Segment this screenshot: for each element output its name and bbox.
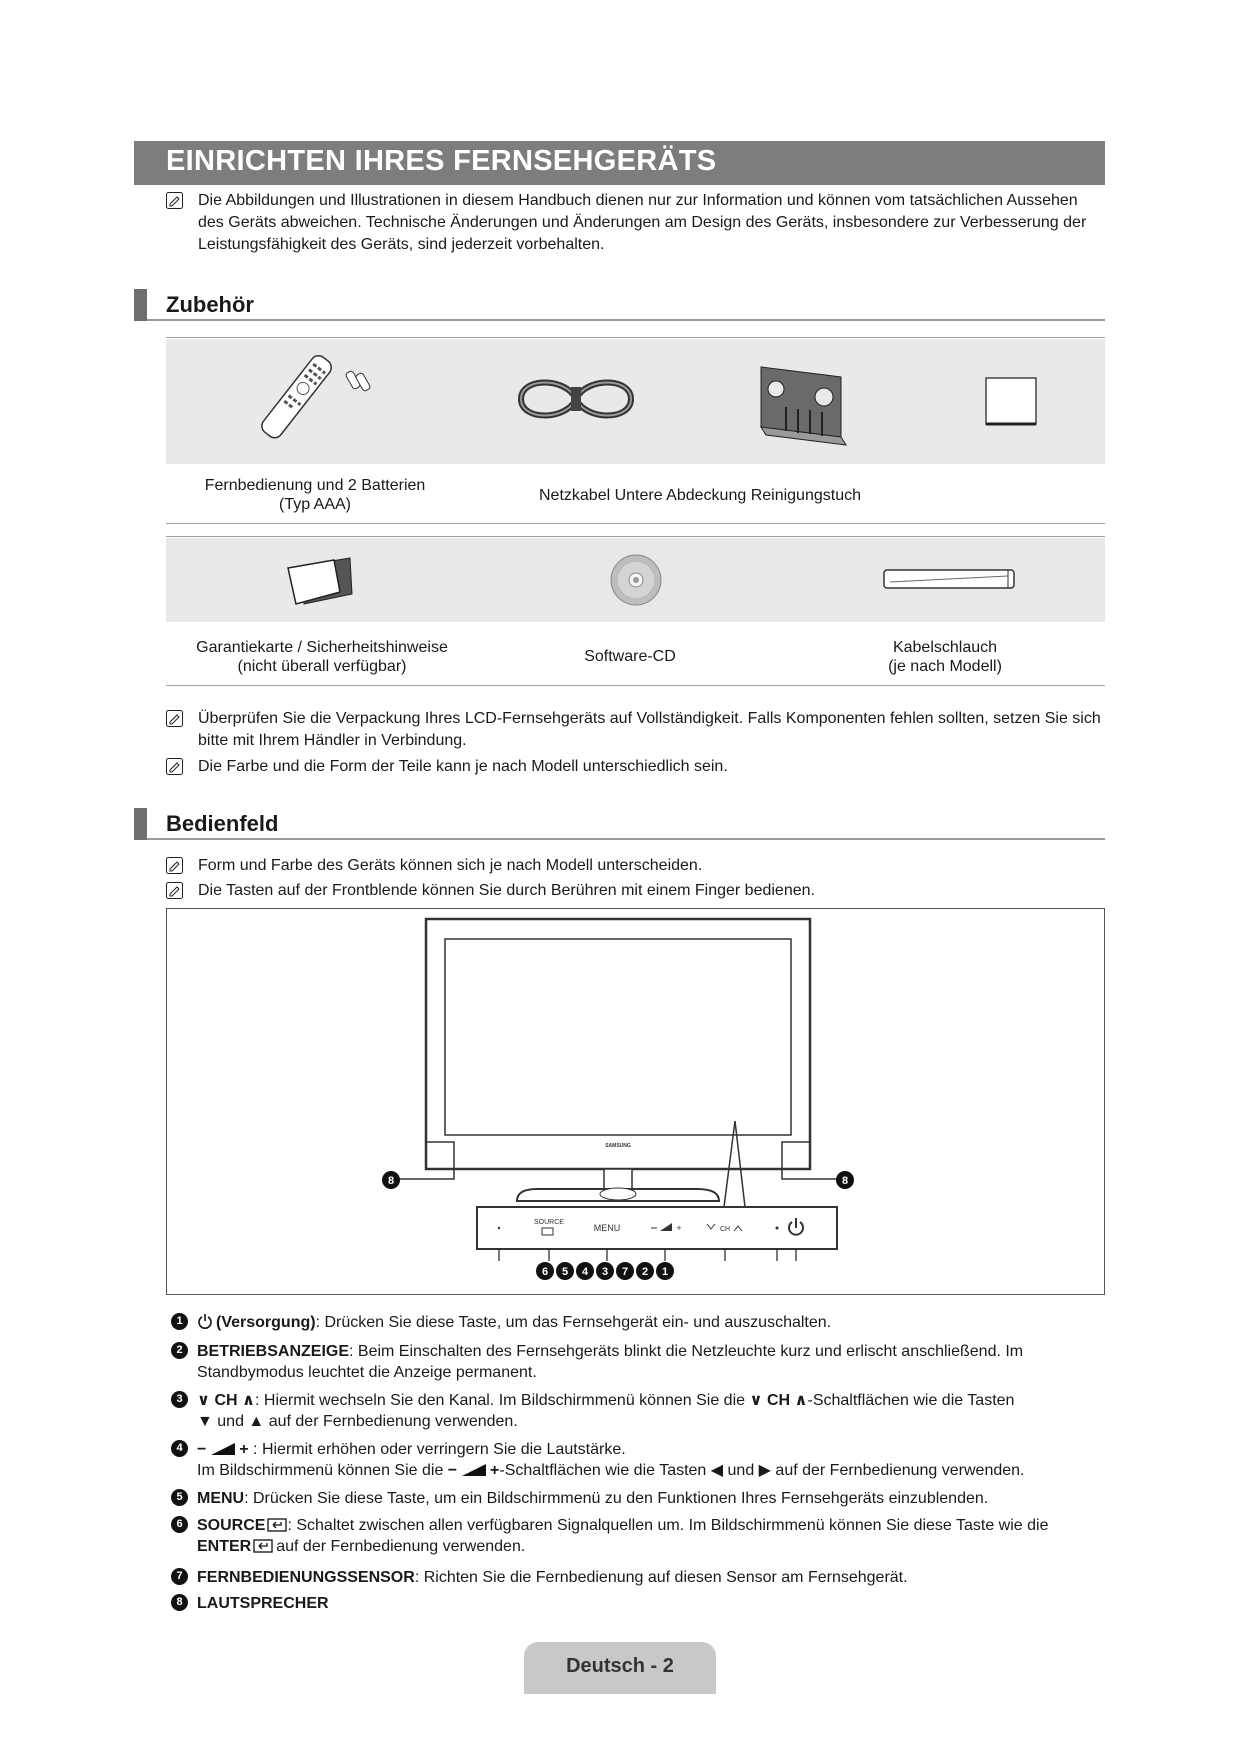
accessories-note-1: Überprüfen Sie die Verpackung Ihres LCD-Fernsehgeräts auf Vollständigkeit. Falls Komponenten fehlen sollten, setzen Sie sich bitte mit Ihrem Händler in Verbindung. — [166, 708, 1105, 752]
note-icon — [166, 882, 183, 899]
item-5-menu: 5 MENU: Drücken Sie diese Taste, um ein Bildschirmmenü zu den Funktionen Ihres Fernsehgeräts einzublenden. — [171, 1488, 1111, 1509]
note-icon — [166, 192, 183, 209]
cleaning-cloth-icon — [983, 375, 1039, 427]
label-remote: Fernbedienung und 2 Batterien (Typ AAA) — [204, 477, 426, 513]
cable-tube-icon — [880, 564, 1020, 596]
accessories-image-row-2 — [166, 538, 1105, 622]
tv-brand: SAMSUNG — [605, 1143, 631, 1149]
enter-icon — [253, 1539, 273, 1553]
item-1-power: 1 (Versorgung): Drücken Sie diese Taste, um das Fernsehgerät ein- und auszuschalten. — [171, 1312, 1111, 1333]
button-callouts — [536, 1262, 674, 1280]
item-4-volume: 4 − + : Hiermit erhöhen oder verringern Sie die Lautstärke. Im Bildschirmmenü können Sie die − +-Schaltflächen wie die Tasten ◀ und ▶ auf der Fernbedienung verwenden. — [171, 1439, 1111, 1481]
tv-diagram — [167, 909, 1104, 1294]
strip-ch-label: CH — [719, 1226, 731, 1233]
section-bar — [134, 289, 147, 321]
item-number: 8 — [171, 1594, 188, 1611]
svg-text:8: 8 — [841, 1175, 849, 1187]
item-6-source: 6 SOURCE : Schaltet zwischen allen verfügbaren Signalquellen um. Im Bildschirmmenü können Sie diese Taste wie die ENTER auf der Fernbedienung verwenden. — [171, 1515, 1111, 1557]
item-7-remote-sensor: 7 FERNBEDIENUNGSSENSOR: Richten Sie die Fernbedienung auf diesen Sensor am Fernsehgerät. — [171, 1567, 1111, 1588]
svg-text:7: 7 — [621, 1266, 629, 1278]
page-footer — [524, 1642, 716, 1694]
chevron-down-icon: ∨ — [197, 1392, 210, 1409]
control-note-2: Die Tasten auf der Frontblende können Sie durch Berühren mit einem Finger bedienen. — [166, 880, 1105, 902]
section-accessories-heading: Zubehör — [134, 289, 1105, 321]
item-number: 1 — [171, 1313, 188, 1330]
svg-text:1: 1 — [661, 1266, 669, 1278]
item-number: 4 — [171, 1440, 188, 1457]
section-bar — [134, 808, 147, 840]
strip-menu-label: MENU — [593, 1223, 621, 1233]
item-2-power-indicator: 2 BETRIEBSANZEIGE: Beim Einschalten des Fernsehgeräts blinkt die Netzleuchte kurz und erlischt anschließend. Im Standbymodus leuchtet die Anzeige permanent. — [171, 1341, 1111, 1383]
strip-source-label: SOURCE — [534, 1219, 564, 1226]
divider — [166, 536, 1105, 537]
tv-diagram-frame — [166, 908, 1105, 1295]
svg-text:8: 8 — [387, 1175, 395, 1187]
accessories-image-row-1 — [166, 339, 1105, 464]
accessories-note-2: Die Farbe und die Form der Teile kann je nach Modell unterschiedlich sein. — [166, 756, 1105, 778]
divider — [166, 523, 1105, 524]
item-number: 6 — [171, 1516, 188, 1533]
control-note-1: Form und Farbe des Geräts können sich je nach Modell unterscheiden. — [166, 855, 1105, 877]
title-bar — [134, 141, 1105, 185]
software-cd-icon — [608, 552, 664, 608]
page-number: Deutsch - 2 — [566, 1655, 674, 1677]
label-cable-tube: Kabelschlauch (je nach Modell) — [888, 639, 1002, 675]
tv-screen — [445, 939, 791, 1135]
intro-note: Die Abbildungen und Illustrationen in diesem Handbuch dienen nur zur Information und können vom tatsächlichen Aussehen des Geräts abweichen. Technische Änderungen und Änderungen am Design des Geräts, insbesondere zur Verbesserung der Leistungsfähigkeit des Geräts, sind jederzeit vorbehalten. — [166, 190, 1105, 256]
item-number: 3 — [171, 1391, 188, 1408]
svg-text:6: 6 — [541, 1266, 549, 1278]
note-icon — [166, 758, 183, 775]
volume-icon — [462, 1464, 486, 1476]
enter-icon — [267, 1518, 287, 1532]
svg-text:2: 2 — [641, 1266, 649, 1278]
item-3-channel: 3 ∨ CH ∧: Hiermit wechseln Sie den Kanal. Im Bildschirmmenü können Sie die ∨ CH ∧-Schaltflächen wie die Tasten ▼ und ▲ auf der Fernbedienung verwenden. — [171, 1390, 1111, 1432]
item-number: 7 — [171, 1568, 188, 1585]
bottom-cover-icon — [746, 357, 856, 452]
note-icon — [166, 857, 183, 874]
power-cable-icon — [511, 369, 641, 429]
remote-control-icon — [261, 351, 391, 451]
svg-text:4: 4 — [581, 1266, 589, 1278]
svg-text:+: + — [676, 1223, 682, 1233]
chevron-up-icon: ∧ — [794, 1392, 808, 1409]
label-warranty: Garantiekarte / Sicherheitshinweise (nicht überall verfügbar) — [196, 639, 448, 675]
chevron-up-icon: ∧ — [242, 1392, 256, 1409]
label-software-cd: Software-CD — [584, 648, 676, 665]
page-title: EINRICHTEN IHRES FERNSEHGERÄTS — [166, 145, 717, 177]
section-control-panel-heading: Bedienfeld — [134, 808, 1105, 840]
label-row1-rest: Netzkabel Untere Abdeckung Reinigungstuch — [539, 487, 861, 504]
item-number: 2 — [171, 1342, 188, 1359]
item-8-speakers: 8 LAUTSPRECHER — [171, 1593, 1111, 1614]
svg-text:5: 5 — [561, 1266, 569, 1278]
item-number: 5 — [171, 1489, 188, 1506]
divider — [166, 337, 1105, 338]
chevron-down-icon: ∨ — [749, 1392, 763, 1409]
divider — [166, 685, 1105, 686]
volume-icon — [211, 1443, 235, 1455]
svg-text:3: 3 — [601, 1266, 609, 1278]
warranty-card-icon — [284, 552, 354, 610]
power-icon — [197, 1313, 213, 1329]
note-icon — [166, 710, 183, 727]
